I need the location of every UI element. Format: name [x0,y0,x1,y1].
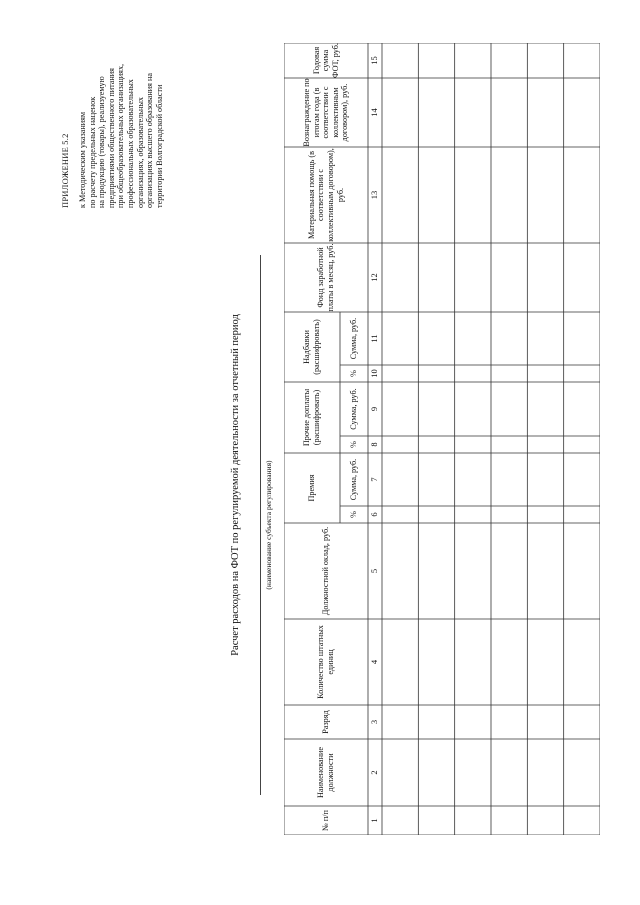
column-number: 9 [369,406,380,412]
column-number: 5 [369,568,380,574]
column-number: 6 [369,512,380,517]
appendix-line: организациях, образовательных [135,97,145,208]
column-number: 3 [369,719,380,725]
header-other-percent: % [349,441,359,448]
subject-label: (наименование субъекта регулирования) [264,460,273,590]
appendix-line: на продукцию (товары), реализуемую [97,76,107,208]
appendix-line: профессиональных образовательных [125,79,135,208]
header-staff-count: Количество штатных единиц [316,625,335,699]
header-annual-fot: Годовая сумма ФОТ, руб. [311,43,340,78]
document-title: Расчет расходов на ФОТ по регулируемой деятельности за отчетный период [230,314,241,656]
column-number: 13 [369,190,380,200]
appendix-description [78,8,164,208]
column-number: 7 [369,477,380,482]
header-position-name: Наименование должности [316,747,335,799]
column-number: 4 [369,659,380,665]
column-number: 15 [369,56,380,65]
header-monthly-fund: Фонд заработной платы в месяц, руб. [316,243,335,312]
column-number: 14 [369,108,380,117]
fot-table [284,43,600,835]
header-bonus-percent: % [349,511,359,518]
header-allowances: Надбавки (расшифровать) [302,319,321,375]
header-salary: Должностной оклад, руб. [321,526,331,616]
header-bonus: Премия [307,474,317,502]
column-number: 12 [369,273,380,282]
header-other-sum: Сумма, руб. [349,388,359,430]
appendix-line: территории Волгоградской области [154,84,164,208]
column-number: 11 [369,334,380,343]
header-material-aid: Материальная помощь (в соответствии с коллективным договором), руб. [306,148,345,242]
column-number: 10 [369,369,380,378]
header-bonus-sum: Сумма, руб. [349,458,359,501]
header-allowances-sum: Сумма, руб. [349,317,359,360]
appendix-line: по расчету предельных наценок [87,96,97,208]
column-number: 1 [369,818,380,823]
appendix-line: организациях высшего образования на [145,73,155,208]
header-grade: Разряд [321,710,331,734]
appendix-line: при общеобразовательных организациях, [116,63,126,208]
header-allowances-percent: % [349,370,359,377]
appendix-line: к Методическим указаниям [78,111,87,208]
column-number: 2 [369,770,380,775]
header-annual-reward: Вознаграждение по итогам года (в соответствии с коллективным договором), руб. [302,78,350,147]
appendix-title: ПРИЛОЖЕНИЕ 5.2 [60,133,70,208]
column-number: 8 [369,442,380,447]
appendix-line: предприятиями общественного питания [106,68,116,208]
subject-underline [260,255,261,795]
header-number: № п/п [321,810,331,831]
header-other-payments: Прочие доплаты (расшифровать) [302,388,321,447]
